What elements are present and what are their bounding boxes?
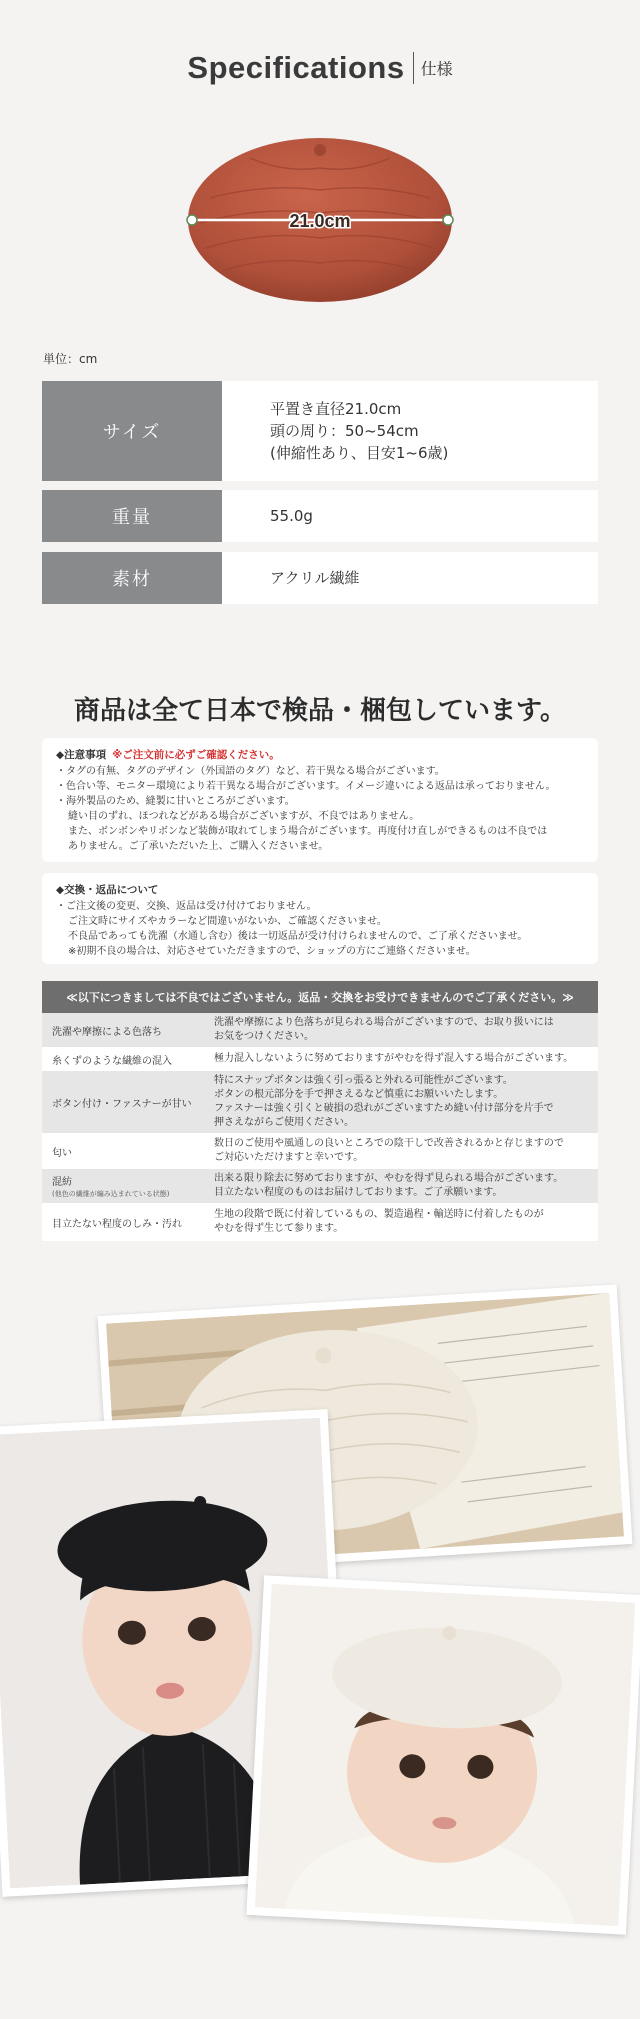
defect-text	[208, 1013, 598, 1047]
spec-label-size: サイズ	[42, 381, 222, 481]
spec-size-line: 頭の周り：50~54cm	[270, 422, 419, 440]
defect-label-sub: (他色の繊維が編み込まれている状態)	[52, 1190, 170, 1198]
table-row	[42, 1134, 598, 1169]
specifications-title-jp: 仕様	[420, 59, 453, 79]
defect-label	[42, 1204, 208, 1240]
table-row	[42, 1013, 598, 1048]
measure-endpoint-left	[187, 215, 197, 225]
table-row	[42, 1048, 598, 1071]
notice-line: ・海外製品のため、縫製に甘いところがございます。	[56, 796, 295, 807]
spec-weight-line: 55.0g	[270, 507, 313, 525]
spec-material-line: アクリル繊維	[270, 569, 360, 587]
defect-text-line: 数日のご使用や風通しの良いところでの陰干しで改善されるかと存じますので	[214, 1138, 564, 1149]
table-row	[42, 1071, 598, 1134]
notice-title: ◆交換・返品について	[56, 884, 159, 896]
defect-text-line: 極力混入しないように努めておりますがやむを得ず混入する場合がございます。	[214, 1053, 574, 1064]
notice-line: ご注文時にサイズやカラーなど間違いがないか、ご確認くださいませ。	[68, 916, 387, 927]
notice-line: 縫い目のずれ、ほつれなどがある場合がございますが、不良ではありません。	[68, 811, 420, 822]
notice-title	[56, 748, 584, 763]
notice-title-text: ◆注意事項	[56, 749, 107, 761]
defect-label-text: 匂い	[52, 1147, 72, 1159]
defect-text	[208, 1048, 598, 1070]
defect-text-line: ボタンの根元部分を手で押さえるなど慎重にお願いいたします。	[214, 1089, 504, 1100]
spec-row-size	[42, 381, 598, 481]
defect-label	[42, 1169, 208, 1203]
unit-label: 単位：cm	[43, 352, 98, 366]
defect-text-line: ご対応いただけますと幸いです。	[214, 1152, 364, 1163]
defect-text-line: 押さえながらご使用ください。	[214, 1117, 354, 1128]
notice-line: ありません。ご了承いただいた上、ご購入くださいませ。	[68, 841, 329, 852]
spec-row-material	[42, 552, 598, 604]
spec-value-weight	[222, 490, 598, 542]
defect-text-line: やむを得ず生じて参ります。	[214, 1223, 344, 1234]
defect-label-text: ボタン付け・ファスナーが甘い	[52, 1098, 192, 1110]
defect-text-line: お気をつけください。	[214, 1031, 314, 1042]
specifications-title-en: Specifications	[187, 50, 405, 85]
table-row	[42, 1204, 598, 1241]
spec-value-material	[222, 552, 598, 604]
notice-box-returns	[42, 873, 598, 964]
inspection-heading: 商品は全て日本で検品・梱包しています。	[74, 696, 566, 726]
notice-line: また、ボンボンやリボンなど装飾が取れてしまう場合がございます。再度付け直しができるものは不良では	[68, 826, 548, 837]
defect-text	[208, 1071, 598, 1133]
spec-label-material: 素材	[42, 552, 222, 604]
defect-text	[208, 1204, 598, 1240]
measure-label: 21.0cm	[289, 211, 351, 231]
defect-text-line: 洗濯や摩擦により色落ちが見られる場合がございますので、お取り扱いには	[214, 1017, 554, 1028]
table-row	[42, 1169, 598, 1204]
spec-size-line: 平置き直径21.0cm	[270, 400, 402, 418]
defects-header: ≪以下につきましては不良ではございません。返品・交換をお受けできませんのでご了承ください。≫	[42, 981, 598, 1013]
defect-label-text: 混紡	[52, 1177, 72, 1188]
beret-tip	[314, 144, 326, 156]
notice-box-cautions	[42, 738, 598, 862]
photo-child-cream-beret	[246, 1575, 640, 1934]
defect-text-line: 特にスナップボタンは強く引っ張ると外れる可能性がございます。	[214, 1075, 513, 1086]
defect-text-line: ファスナーは強く引くと破損の恐れがございますため縫い付け部分を片手で	[214, 1103, 554, 1114]
notice-line: ・タグの有無、タグのデザイン（外国語のタグ）など、若干異なる場合がございます。	[56, 766, 445, 777]
spec-label-weight: 重量	[42, 490, 222, 542]
notice-line: ※初期不良の場合は、対応させていただきますので、ショップの方にご連絡くださいませ。	[68, 946, 476, 957]
defect-text-line: 目立たない程度のものはお届けしております。ご了承願います。	[214, 1187, 503, 1198]
defect-label	[42, 1071, 208, 1133]
child-cream-beret-image	[255, 1584, 635, 1927]
defect-label	[42, 1013, 208, 1047]
notice-line: ・色合い等、モニター環境により若干異なる場合がございます。イメージ違いによる返品は承っておりません。	[56, 781, 556, 792]
defect-text	[208, 1134, 598, 1168]
defect-text-line: 生地の段階で既に付着しているもの、製造過程・輸送時に付着したものが	[214, 1209, 544, 1220]
spec-size-line: (伸縮性あり、目安1~6歳)	[270, 444, 449, 462]
notice-title-warning: ※ご注文前に必ずご確認ください。	[112, 749, 280, 761]
defect-label-text: 糸くずのような繊維の混入	[52, 1055, 172, 1067]
defect-label	[42, 1048, 208, 1070]
defect-label-text: 目立たない程度のしみ・汚れ	[52, 1218, 182, 1230]
defect-text-line: 出来る限り除去に努めておりますが、やむを得ず見られる場合がございます。	[214, 1173, 564, 1184]
defect-text	[208, 1169, 598, 1203]
spec-value-size	[222, 381, 598, 481]
notice-line: 不良品であっても洗濯（水通し含む）後は一切返品が受け付けられませんので、ご了承くださいませ。	[68, 931, 528, 942]
title-divider	[413, 52, 414, 84]
specifications-title	[0, 50, 640, 86]
measure-endpoint-right	[443, 215, 453, 225]
defects-table	[42, 1013, 598, 1241]
defect-label-text: 洗濯や摩擦による色落ち	[52, 1026, 162, 1038]
notice-line: ・ご注文後の変更、交換、返品は受け付けておりません。	[56, 901, 317, 912]
spec-row-weight	[42, 490, 598, 542]
defect-label	[42, 1134, 208, 1168]
beret-measurement-image	[170, 128, 470, 308]
